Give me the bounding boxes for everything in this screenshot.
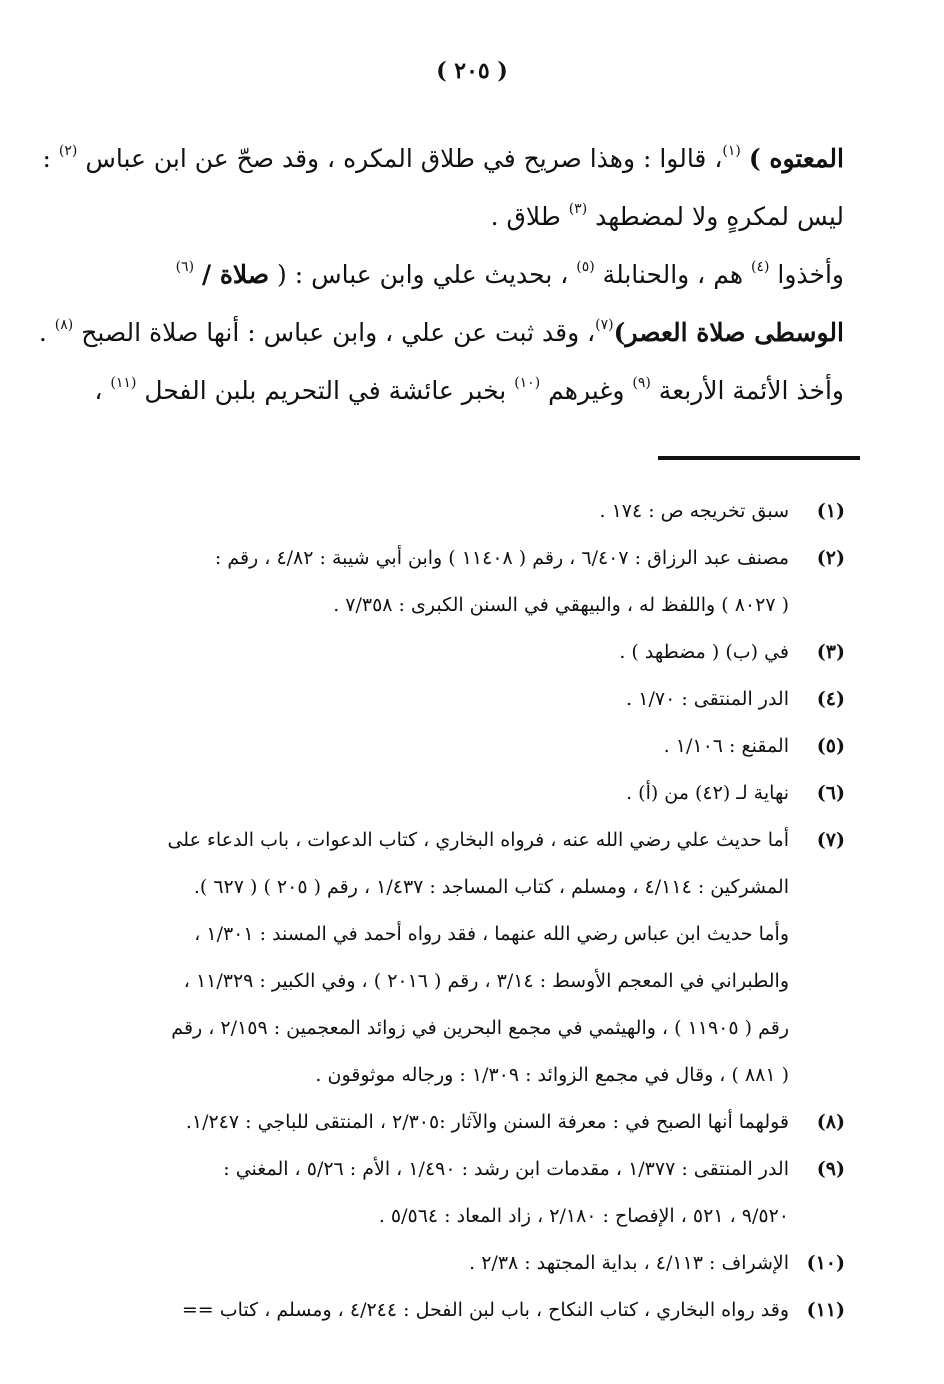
text-run	[194, 260, 202, 289]
text-run: بخبر عائشة في التحريم بلبن الفحل	[136, 376, 515, 405]
text-run: :	[42, 144, 59, 173]
footnote-line: الدر المنتقى : ١/٧٠ .	[626, 688, 789, 710]
footnote-body	[130, 817, 789, 1099]
text-run: طلاق .	[490, 202, 569, 231]
main-text	[38, 130, 844, 420]
footnote-item	[130, 723, 845, 770]
footnote-line: سبق تخريجه ص : ١٧٤ .	[599, 500, 789, 522]
footnote-number: (١٠)	[806, 1252, 845, 1274]
page-number: ( ٢٠٥ )	[436, 58, 508, 84]
footnote-body	[130, 676, 789, 723]
footnote-number: (٢)	[816, 547, 845, 569]
footnote-line: والطبراني في المعجم الأوسط : ٣/١٤ ، رقم ( ٢٠١٦ ) ، وفي الكبير : ١١/٣٢٩ ،	[183, 970, 789, 992]
main-text-line	[120, 246, 844, 304]
footnote-body	[130, 1146, 789, 1240]
footnote-ref: (٦)	[175, 259, 195, 275]
text-run: ، وقد ثبت عن علي ، وابن عباس : أنها صلاة الصبح	[73, 318, 596, 347]
footnote-ref: (٩)	[632, 375, 651, 391]
footnote-body	[130, 1099, 789, 1146]
footnote-line: قولهما أنها الصبح في : معرفة السنن والآثار :٢/٣٠٥ ، المنتقى للباجي : ١/٢٤٧.	[185, 1111, 789, 1133]
text-run: ،	[94, 376, 111, 405]
bold-text: صلاة /	[201, 260, 270, 289]
main-text-line	[120, 188, 844, 246]
footnote-item	[130, 1099, 845, 1146]
footnote-line: وقد رواه البخاري ، كتاب النكاح ، باب لبن الفحل : ٤/٢٤٤ ، ومسلم ، كتاب ==	[181, 1299, 789, 1321]
footnote-ref: (١٠)	[514, 375, 541, 391]
footnote-ref: (١١)	[110, 375, 137, 391]
footnote-ref: (٧)	[595, 317, 614, 333]
footnote-item	[130, 535, 845, 629]
footnote-number: (١)	[816, 500, 845, 522]
footnote-ref: (٨)	[54, 317, 74, 333]
footnote-item	[130, 1146, 845, 1240]
footnote-body	[130, 488, 789, 535]
main-text-line	[42, 130, 844, 188]
footnote-item	[130, 676, 845, 723]
footnote-body	[130, 629, 789, 676]
footnote-line: نهاية لـ (٤٢) من (أ) .	[626, 782, 789, 804]
footnote-ref: (٣)	[568, 201, 588, 217]
text-run: ليس لمكرهٍ ولا لمضطهد	[587, 202, 844, 231]
text-run: هم ، والحنابلة	[594, 260, 751, 289]
footnote-item	[130, 817, 845, 1099]
footnote-line: ( ٨٠٢٧ ) واللفظ له ، والبيهقي في السنن الكبرى : ٧/٣٥٨ .	[333, 594, 789, 616]
footnote-ref: (١)	[722, 143, 741, 159]
footnote-number: (٥)	[816, 735, 845, 757]
footnote-number: (١١)	[806, 1299, 845, 1321]
text-run: وأخذ الأئمة الأربعة	[650, 376, 844, 405]
footnote-body	[130, 1240, 789, 1287]
footnote-divider	[658, 456, 860, 460]
footnote-item	[130, 1240, 845, 1287]
bold-text: الوسطى صلاة العصر)	[613, 318, 844, 347]
footnote-line: رقم ( ١١٩٠٥ ) ، والهيثمي في مجمع البحرين في زوائد المعجمين : ٢/١٥٩ ، رقم	[171, 1017, 789, 1039]
text-run: ، بحديث علي وابن عباس : (	[269, 260, 577, 289]
footnote-item	[130, 770, 845, 817]
main-text-line	[38, 304, 844, 362]
footnote-line: مصنف عبد الرزاق : ٦/٤٠٧ ، رقم ( ١١٤٠٨ ) وابن أبي شيبة : ٤/٨٢ ، رقم :	[214, 547, 789, 569]
footnote-line: المقنع : ١/١٠٦ .	[663, 735, 789, 757]
footnote-number: (٩)	[816, 1158, 845, 1180]
footnote-ref: (٢)	[58, 143, 78, 159]
footnote-line: وأما حديث ابن عباس رضي الله عنهما ، فقد رواه أحمد في المسند : ١/٣٠١ ،	[194, 923, 789, 945]
footnote-number: (٨)	[816, 1111, 845, 1133]
footnote-body	[130, 770, 789, 817]
footnote-number: (٧)	[816, 829, 845, 851]
text-run: وغيرهم	[540, 376, 633, 405]
footnote-body	[130, 723, 789, 770]
text-run	[741, 144, 749, 173]
text-run: وأخذوا	[769, 260, 844, 289]
text-run: ، قالوا : وهذا صريح في طلاق المكره ، وقد صحّ عن ابن عباس	[77, 144, 723, 173]
footnote-body	[130, 1287, 789, 1334]
footnote-line: ٩/٥٢٠ ، ٥٢١ ، الإفصاح : ٢/١٨٠ ، زاد المعاد : ٥/٥٦٤ .	[378, 1205, 789, 1227]
footnote-number: (٣)	[816, 641, 845, 663]
footnote-number: (٦)	[816, 782, 845, 804]
footnote-ref: (٥)	[576, 259, 595, 275]
footnote-item	[130, 629, 845, 676]
footnote-line: في (ب) ( مضطهد ) .	[619, 641, 789, 663]
text-run: .	[38, 318, 55, 347]
footnote-line: الدر المنتقى : ١/٣٧٧ ، مقدمات ابن رشد : ١/٤٩٠ ، الأم : ٥/٢٦ ، المغني :	[223, 1158, 789, 1180]
footnote-number: (٤)	[816, 688, 845, 710]
footnote-ref: (٤)	[750, 259, 770, 275]
footnote-line: الإشراف : ٤/١١٣ ، بداية المجتهد : ٢/٣٨ .	[469, 1252, 789, 1274]
bold-text: المعتوه )	[748, 144, 844, 173]
footnote-line: أما حديث علي رضي الله عنه ، فرواه البخاري ، كتاب الدعوات ، باب الدعاء على	[167, 829, 789, 851]
footnotes	[130, 488, 845, 1334]
footnote-item	[130, 1287, 845, 1334]
main-text-line	[94, 362, 844, 420]
footnote-line: المشركين : ٤/١١٤ ، ومسلم ، كتاب المساجد : ١/٤٣٧ ، رقم ( ٢٠٥ ) ( ٦٢٧ ).	[193, 876, 789, 898]
footnote-body	[130, 535, 789, 629]
footnote-item	[130, 488, 845, 535]
footnote-line: ( ٨٨١ ) ، وقال في مجمع الزوائد : ١/٣٠٩ : ورجاله موثوقون .	[315, 1064, 789, 1086]
